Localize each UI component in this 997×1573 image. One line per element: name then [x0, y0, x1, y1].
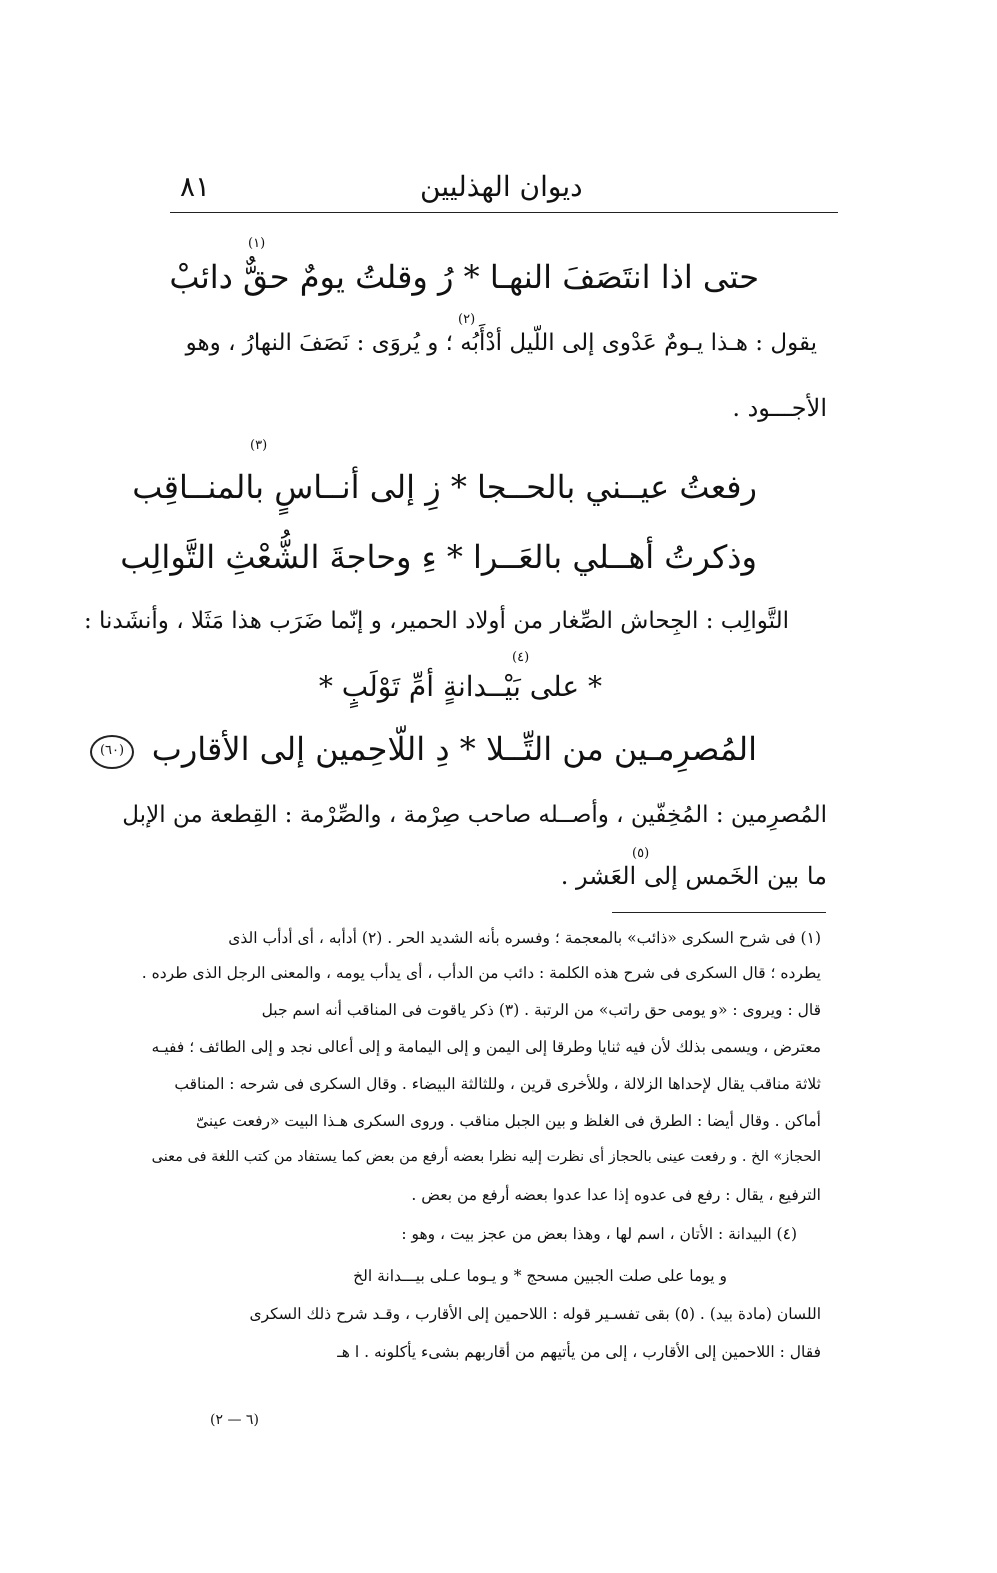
verse-5: المُصرِمـين من التِّــلا * دِ اللّاحِمين إلى الأقارب: [151, 730, 757, 768]
verse-2: رفعتُ عيــني بالحــجا * زِ إلى أنــاسٍ بالمنــاقِب: [132, 468, 757, 506]
footnote-marker-2: (٢): [458, 312, 476, 327]
margin-page-marker: (٦٠): [90, 735, 134, 769]
footnote-marker-5: (٥): [632, 846, 650, 861]
verse-3: وذكرتُ أهــلي بالعَــرا * ءِ وحاجةَ الشُّعْثِ التَّوالِب: [120, 538, 757, 576]
verse-4: * على بَيْــدانةٍ أمِّ تَوْلَبٍ *: [318, 670, 602, 703]
commentary-line: المُصرِمين : المُخِفّين ، وأصــله صاحب صِرْمة ، والصِّرْمة : القِطعة من الإبل: [122, 802, 827, 828]
footnote-marker-4: (٤): [512, 650, 530, 665]
footnote-line: (٤) البيدانة : الأتان ، اسم لها ، وهذا بعض من عجز بيت ، وهو :: [401, 1225, 797, 1243]
footnote-line: الترفيع ، يقال : رفع فى عدوه إذا عدا عدوا بعضه أرفع من بعض .: [411, 1186, 821, 1204]
footnote-line: معترض ، ويسمى بذلك لأن فيه ثنايا وطرقا إلى اليمن و إلى اليمامة و إلى أعالى نجد و إلى الطائف ؛ ففيـه: [151, 1038, 821, 1056]
footnote-verse: و يوما على صلت الجبين مسحج * و يـوما عـلى بيـــدانة الخ: [353, 1267, 727, 1285]
footnote-line: ثلاثة مناقب يقال لإحداها الزلالة ، وللأخرى قرين ، وللثالثة البيضاء . وقال السكرى فى شرحه : المناقب: [174, 1075, 821, 1093]
footnote-line: (١) فى شرح السكرى «ذائب» بالمعجمة ؛ وفسره بأنه الشديد الحر . (٢) أدأبه ، أى أدأب الذى: [228, 929, 821, 947]
footnote-rule: [612, 912, 826, 913]
commentary-line: يقول : هـذا يـومٌ عَدْوى إلى اللّيل أدْأَبُه ؛ و يُروَى : نَصَفَ النهارُ ، وهو: [185, 330, 817, 356]
running-title: ديوان الهذليين: [420, 170, 583, 203]
footnote-line: اللسان (مادة بيد) . (٥) بقى تفسـير قوله : اللاحمين إلى الأقارب ، وقـد شرح ذلك السكرى: [249, 1305, 821, 1323]
commentary-line: الأجـــود .: [732, 394, 827, 422]
page-number: ٨١: [180, 170, 211, 203]
commentary-line: التَّوالِب : الجِحاش الصِّغار من أولاد الحمير، و إنّما ضَرَب هذا مَثَلا ، وأنشَدنا :: [83, 608, 789, 634]
header-rule: [170, 212, 838, 213]
verse-1: حتى اذا انتَصَفَ النهـا * رُ وقلتُ يومٌ حقٌّ دائبْ: [169, 258, 759, 296]
footnote-line: قال : ويروى : «و يومى حق راتب» من الرتبة . (٣) ذكر ياقوت فى المناقب أنه اسم جبل: [261, 1001, 821, 1019]
footnote-line: يطرده ؛ قال السكرى فى شرح هذه الكلمة : دائب من الدأب ، أى يدأب يومه ، والمعنى الرجل الذى طرده .: [141, 964, 821, 982]
footnote-marker-1: (١): [248, 236, 266, 251]
footnote-line: أماكن . وقال أيضا : الطرق فى الغلظ و بين الجبل مناقب . وروى السكرى هـذا البيت «رفعت عينىّ: [195, 1112, 821, 1130]
signature-mark: (٦ — ٢): [210, 1412, 259, 1428]
footnote-line: الحجاز» الخ . و رفعت عينى بالحجاز أى نظرت إليه نظرا بعضه أرفع من بعض كما يستفاد من كتب اللغة فى معنى: [151, 1149, 821, 1165]
commentary-line: ما بين الخَمس إلى العَشر .: [560, 862, 827, 890]
footnote-line: فقال : اللاحمين إلى الأقارب ، إلى من يأتيهم من أقاربهم بشىء يأكلونه . ا هـ: [337, 1343, 821, 1361]
footnote-marker-3: (٣): [250, 438, 268, 453]
